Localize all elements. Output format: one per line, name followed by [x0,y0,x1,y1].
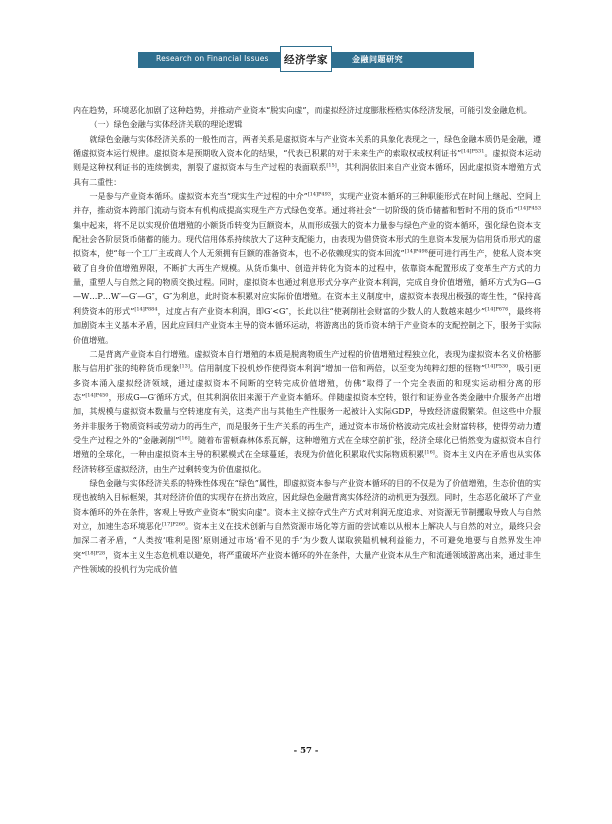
citation: [14]P676 [485,306,509,313]
running-header [0,44,612,74]
journal-english-title: Research on Financial Issues [156,54,269,63]
paragraph: 内在趋势，环境恶化加剧了这种趋势，并推动产业资本“脱实向虚”，而虚拟经济过度膨胀桎梏实体经济发展，可能引发金融危机。 [73,106,532,115]
paragraph: 一是参与产业资本循环。虚拟资本充当“现实生产过程的中介”$^{[14]P493}$，实现产业资本循环的三种职能形式在时间上继起、空间上并存，推动资本跨部门流动与资本有机构成提高实现生产方式绿色变革。通过将社会“一切阶级的货币储蓄和暂时不用的货币”$^{[14]P453}$集中起来，将不足以实现价值增殖的小额货币转变为巨额资本，从而形成强大的资本力量参与绿色产业的资本循环，强化绿色资本支配社会各阶层货币储蓄的能力。现代信用体系持续放大了这种支配能力，由表现为借贷资本形式的生息资本发展为信用货币形式的虚拟资本，使“每一个工厂主或商人个人无须拥有巨额的准备资本，也不必依赖现实的资本回流”$^{[14]P498}$便可进行再生产，使私人资本突破了自身价值增殖界限，不断扩大再生产规模。从货币集中、创造并转化为资本的过程中，依靠资本配置形成了变革生产方式的力量，重塑人与自然之间的物质交换过程。同时，虚拟资本也通过利息形式分享产业资本利润，完成自身价值增殖，循环方式为G—G—W…P…W′—G′—G″，G″为利息，此时资本积累对应实际价值增殖。在资本主义制度中，虚拟资本表现出极强的寄生性，“保持高利贷资本的形式”$^{[14]P884}$，过度占有产业资本利润，即G′<G″，长此以往“使剥削社会财富的少数人的人数越来越少”$^{[14]P676}$，最终将加剧资本主义基本矛盾，因此应回归产业资本主导的资本循环运动，将游离出的货币资本纳于产业资本的支配控制之下，服务于实际价值增殖。 [73,191,541,345]
citation: [14]P450 [85,392,109,399]
citation: [17]P260 [161,521,186,528]
citation: [14]P493 [307,191,331,198]
citation: [13] [179,363,190,370]
citation: [14]P453 [517,205,541,212]
paragraph: 就绿色金融与实体经济关系的一般性而言，两者关系是虚拟资本与产业资本关系的具象化表现之一，绿色金融本质仍是金融，遵循虚拟资本运行规律。虚拟资本是预期收入资本化的结果，“代表已积累的对于未来生产的索取权或权利证书”$^{[14]P531}$。虚拟资本运动则是这种权利证书的连续倒卖，割裂了虚拟资本与生产过程的表面联系[15]，其利润依旧来自产业资本循环，因此虚拟资本增殖方式具有二重性： [73,134,542,187]
journal-title-box [280,46,332,72]
paragraph: 二是背离产业资本自行增殖。虚拟资本自行增殖的本质是脱离物质生产过程的价值增殖过程独立化，表现为虚拟资本名义价格膨胀与信用扩张的纯粹货币现象[13]。信用制度下投机炒作使得资本利润“增加一倍和两倍，以至变为纯粹幻想的怪物”$^{[14]P530}$，吸引更多资本涌入虚拟经济领域，通过虚拟资本不间断的空转完成价值增殖，仿佛“取得了一个完全表面的和现实运动相分离的形态”$^{[14]P450}$，形成G—G′循环方式，但其利润依旧来源于产业资本循环。伴随虚拟资本空转，银行和证券业各类金融中介服务产出增加，其规模与虚拟资本数量与空转速度有关，这类产出与其他生产性服务一起被计入实际GDP，导致经济虚假繁荣。但这些中介服务并非服务于物质资料或劳动力的再生产，而是服务于生产关系的再生产，通过资本市场价格波动完成社会财富转移，使得劳动力遭受生产过程之外的“金融剥削”[16]。随着布雷顿森林体系瓦解，这种增殖方式在全球空前扩张，经济全球化已悄然变为虚拟资本自行增殖的全球化，一种由虚拟资本主导的积累模式在全球蔓延，表现为价值化积累取代实际物质积累[16]。资本主义内在矛盾也从实体经济转移至虚拟经济，由生产过剩转变为价值虚拟化。 [73,349,542,474]
citation: [16] [424,449,435,456]
paragraph: 绿色金融与实体经济关系的特殊性体现在“绿色”属性，即虚拟资本参与产业资本循环的目的不仅是为了价值增殖，生态价值的实现也被纳入目标框架，其对经济价值的实现存在挤出效应，因此绿色金融背离实体经济的动机更为强烈。同时，生态恶化破坏了产业资本循环的外在条件，客观上导致产业资本“脱实向虚”。资本主义掠夺式生产方式对利润无度追求、对资源无节制攫取导致人与自然对立，加速生态环境恶化$^{[17]P260}$。资本主义在技术创新与自然资源市场化等方面的尝试难以从根本上解决人与自然的对立，最终只会加深二者矛盾，“人类按‘唯利是图’原则通过市场‘看不见的手’为少数人谋取狭隘机械利益能力，不可避免地要与自然界发生冲突”$^{[18]P28}$，资本主义生态危机难以避免，将严重破坏产业资本循环的外在条件，大量产业资本从生产和流通领域游离出来，通过非生产性领域的投机行为完成价值 [73,478,542,574]
citation: [15] [326,162,337,169]
citation: [16] [179,435,190,442]
section-heading: （一）绿色金融与实体经济关联的理论逻辑 [89,120,243,130]
citation: [18]P28 [85,549,106,556]
journal-chinese-title: 经济学家 [284,54,328,66]
citation: [14]P498 [404,248,428,255]
column-name: 金融问题研究 [352,55,403,64]
citation: [14]P531 [461,148,485,155]
page-number: - 57 - [293,746,319,756]
article-body [73,104,541,577]
citation: [14]P884 [134,306,158,313]
citation: [14]P530 [485,363,509,370]
